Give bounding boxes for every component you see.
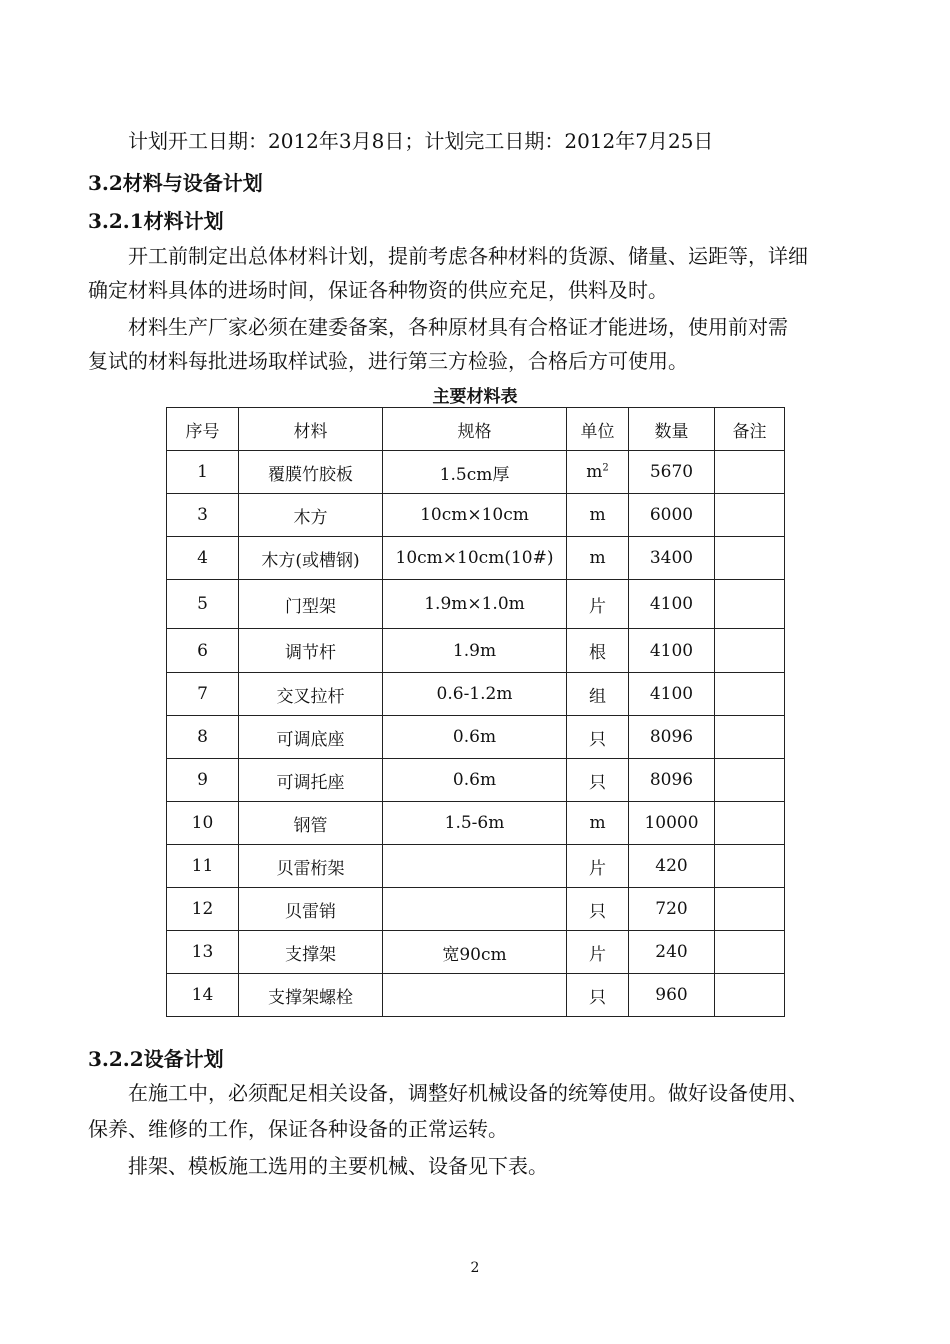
paragraph-2-line-2: 复试的材料每批进场取样试验，进行第三方检验，合格后方可使用。 [88, 349, 688, 373]
header-remarks: 备注 [715, 408, 785, 451]
cell-unit: m [567, 537, 629, 580]
cell-spec [383, 888, 567, 931]
cell-material: 贝雷销 [239, 888, 383, 931]
table-row [167, 716, 785, 759]
cell-quantity: 6000 [629, 494, 715, 537]
page-number: 2 [470, 1260, 480, 1276]
cell-spec: 0.6m [383, 759, 567, 802]
cell-unit: m [567, 802, 629, 845]
cell-remarks [715, 845, 785, 888]
section-heading-3-2-1: 3.2.1材料计划 [88, 209, 224, 233]
cell-index: 9 [167, 759, 239, 802]
cell-spec: 0.6m [383, 716, 567, 759]
cell-quantity: 10000 [629, 802, 715, 845]
cell-remarks [715, 537, 785, 580]
table-row [167, 974, 785, 1017]
paragraph-4-line-1: 排架、模板施工选用的主要机械、设备见下表。 [128, 1154, 548, 1178]
cell-remarks [715, 759, 785, 802]
header-material: 材料 [239, 408, 383, 451]
cell-material: 覆膜竹胶板 [239, 451, 383, 494]
cell-unit: 根 [567, 629, 629, 673]
table-row [167, 537, 785, 580]
cell-quantity: 720 [629, 888, 715, 931]
cell-quantity: 8096 [629, 759, 715, 802]
cell-remarks [715, 888, 785, 931]
cell-remarks [715, 802, 785, 845]
table-row [167, 451, 785, 494]
cell-quantity: 3400 [629, 537, 715, 580]
unit-text: m [586, 462, 603, 482]
cell-remarks [715, 629, 785, 673]
table-row [167, 629, 785, 673]
cell-quantity: 240 [629, 931, 715, 974]
cell-material: 门型架 [239, 580, 383, 629]
cell-quantity: 5670 [629, 451, 715, 494]
section-heading-3-2: 3.2材料与设备计划 [88, 171, 263, 195]
paragraph-1-line-2: 确定材料具体的进场时间，保证各种物资的供应充足，供料及时。 [88, 278, 668, 302]
cell-quantity: 960 [629, 974, 715, 1017]
cell-unit: 组 [567, 673, 629, 716]
materials-table [166, 407, 785, 1017]
cell-unit: 只 [567, 759, 629, 802]
cell-spec: 10cm×10cm(10#) [383, 537, 567, 580]
paragraph-3-line-2: 保养、维修的工作，保证各种设备的正常运转。 [88, 1117, 508, 1141]
cell-material: 支撑架 [239, 931, 383, 974]
cell-spec: 1.5-6m [383, 802, 567, 845]
cell-spec [383, 974, 567, 1017]
cell-remarks [715, 451, 785, 494]
cell-spec: 0.6-1.2m [383, 673, 567, 716]
cell-material: 支撑架螺栓 [239, 974, 383, 1017]
cell-unit: 片 [567, 580, 629, 629]
cell-spec: 宽90cm [383, 931, 567, 974]
cell-index: 8 [167, 716, 239, 759]
cell-remarks [715, 580, 785, 629]
cell-material: 可调托座 [239, 759, 383, 802]
cell-quantity: 4100 [629, 580, 715, 629]
header-index: 序号 [167, 408, 239, 451]
cell-index: 12 [167, 888, 239, 931]
cell-index: 1 [167, 451, 239, 494]
table-row [167, 580, 785, 629]
cell-index: 3 [167, 494, 239, 537]
cell-spec: 1.9m×1.0m [383, 580, 567, 629]
cell-material: 木方(或槽钢) [239, 537, 383, 580]
cell-material: 交叉拉杆 [239, 673, 383, 716]
cell-material: 可调底座 [239, 716, 383, 759]
cell-remarks [715, 673, 785, 716]
cell-index: 14 [167, 974, 239, 1017]
cell-unit [567, 451, 629, 494]
cell-quantity: 4100 [629, 673, 715, 716]
table-row [167, 759, 785, 802]
cell-index: 4 [167, 537, 239, 580]
cell-material: 木方 [239, 494, 383, 537]
table-header-row [167, 408, 785, 451]
unit-superscript: 2 [602, 462, 609, 474]
header-quantity: 数量 [629, 408, 715, 451]
cell-spec: 10cm×10cm [383, 494, 567, 537]
table-row [167, 673, 785, 716]
paragraph-2-line-1: 材料生产厂家必须在建委备案，各种原材具有合格证才能进场，使用前对需 [128, 315, 788, 339]
table-row [167, 931, 785, 974]
schedule-line: 计划开工日期：2012年3月8日；计划完工日期：2012年7月25日 [128, 129, 714, 153]
table-row [167, 888, 785, 931]
cell-remarks [715, 931, 785, 974]
cell-quantity: 420 [629, 845, 715, 888]
table-row [167, 494, 785, 537]
cell-index: 7 [167, 673, 239, 716]
cell-spec: 1.9m [383, 629, 567, 673]
header-spec: 规格 [383, 408, 567, 451]
cell-index: 6 [167, 629, 239, 673]
section-heading-3-2-2: 3.2.2设备计划 [88, 1047, 224, 1071]
cell-material: 贝雷桁架 [239, 845, 383, 888]
table-row [167, 845, 785, 888]
cell-index: 5 [167, 580, 239, 629]
cell-unit: m [567, 494, 629, 537]
cell-spec [383, 845, 567, 888]
cell-index: 13 [167, 931, 239, 974]
cell-index: 10 [167, 802, 239, 845]
cell-unit: 片 [567, 845, 629, 888]
cell-unit: 只 [567, 888, 629, 931]
cell-material: 钢管 [239, 802, 383, 845]
table-row [167, 802, 785, 845]
paragraph-1-line-1: 开工前制定出总体材料计划，提前考虑各种材料的货源、储量、运距等，详细 [128, 244, 808, 268]
paragraph-3-line-1: 在施工中，必须配足相关设备，调整好机械设备的统筹使用。做好设备使用、 [128, 1081, 808, 1105]
cell-spec: 1.5cm厚 [383, 451, 567, 494]
cell-index: 11 [167, 845, 239, 888]
header-unit: 单位 [567, 408, 629, 451]
cell-unit: 片 [567, 931, 629, 974]
cell-quantity: 4100 [629, 629, 715, 673]
cell-material: 调节杆 [239, 629, 383, 673]
cell-quantity: 8096 [629, 716, 715, 759]
table-caption: 主要材料表 [432, 387, 518, 407]
cell-unit: 只 [567, 716, 629, 759]
cell-remarks [715, 716, 785, 759]
cell-remarks [715, 974, 785, 1017]
cell-remarks [715, 494, 785, 537]
cell-unit: 只 [567, 974, 629, 1017]
